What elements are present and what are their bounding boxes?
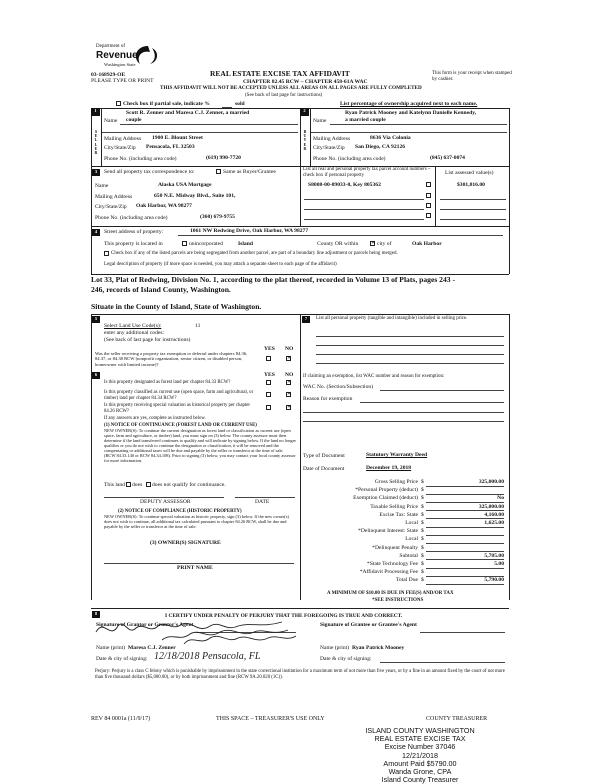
- wac-label: WAC No. (Section/Subsection): [303, 384, 374, 390]
- stamp-line-1: ISLAND COUNTY WASHINGTON: [365, 726, 475, 735]
- tax-calc-label: *State Technology Fee: [366, 561, 418, 567]
- see-instructions-note: *SEE INSTRUCTIONS: [372, 598, 424, 603]
- tax-calc-label: *Personal Property (deduct): [355, 487, 418, 494]
- form-chapter: CHAPTER 82.45 RCW – CHAPTER 458-61A WAC: [243, 79, 368, 85]
- not-accepted-note: THIS AFFIDAVIT WILL NOT BE ACCEPTED UNLESS ALL AREAS ON ALL PAGES ARE FULLY COMPLETED: [160, 85, 422, 91]
- tax-calc-dollar: $: [421, 520, 424, 526]
- segregated-label: Check box if any of the listed parcels are being segregated from another parcel, are part of a boundary line adjustment or parcels being merged.: [111, 251, 398, 256]
- no-header-2: NO: [285, 372, 294, 378]
- stamp-line-7: Island County Treasurer: [381, 775, 459, 784]
- section-8-marker: 8: [92, 611, 100, 618]
- dept-line2: Revenue: [96, 50, 138, 61]
- tax-calc-dollar: $: [421, 536, 424, 543]
- same-as-buyer-checkbox[interactable]: [216, 169, 221, 174]
- seller-city-label: City/State/Zip: [104, 145, 136, 151]
- tax-calc-dollar: $: [421, 487, 424, 494]
- ownership-note: List percentage of ownership acquired next to each name.: [340, 101, 478, 107]
- buyer-phone-label: Phone No. (including area code): [313, 156, 386, 162]
- notice1-title: (1) NOTICE OF CONTINUANCE (FOREST LAND OR CURRENT USE): [104, 423, 257, 428]
- tax-calc-dollar: $: [421, 495, 424, 502]
- q-open-space-yes[interactable]: [266, 392, 271, 397]
- seller-address-label: Mailing Address: [104, 136, 142, 142]
- tax-calc-value: 325,000.00: [478, 479, 504, 485]
- buyer-phone: (845) 637-0074: [430, 155, 465, 161]
- receipt-note: This form is your receipt when stamped by cashier.: [432, 71, 512, 82]
- tax-calc-label: Excise Tax: State: [379, 511, 418, 518]
- street-label: Street address of property:: [104, 229, 164, 235]
- seller-address: 1900 E. Blount Street: [152, 135, 203, 141]
- section-5-marker: 5: [92, 316, 100, 323]
- deputy-assessor-label: DEPUTY ASSESSOR: [140, 499, 191, 505]
- q-historic: Is this property receiving special valuation as historical property per chapter 84.26 RCW?: [104, 403, 250, 414]
- q-forest-yes[interactable]: [266, 380, 271, 385]
- certify-statement: I CERTIFY UNDER PENALTY OF PERJURY THAT THE FOREGOING IS TRUE AND CORRECT.: [165, 613, 403, 619]
- legal-description-line1: Lot 33, Plat of Redwing, Division No. 1, according to the plat thereof, recorded in Volume 13 of Plats, pages 243 -: [91, 275, 455, 284]
- q-forest: Is this property designated as forest land per chapter 84.33 RCW?: [104, 380, 231, 385]
- tax-calc-label: Local: [405, 536, 418, 543]
- additional-codes-label: enter any additional codes:: [104, 330, 165, 336]
- treasurer-use-only: THIS SPACE – TREASURER'S USE ONLY: [216, 716, 325, 722]
- unincorporated-checkbox[interactable]: [182, 241, 187, 246]
- grantor-signature-label: Signature of Grantor or Grantor's Agent: [96, 622, 194, 628]
- dept-line1: Department of: [96, 44, 126, 49]
- tax-calc-label: Gross Selling Price: [374, 479, 418, 485]
- form-title: REAL ESTATE EXCISE TAX AFFIDAVIT: [210, 69, 350, 78]
- does-not-qualify-checkbox[interactable]: [146, 482, 151, 487]
- tax-calc-dollar: $: [421, 503, 424, 510]
- parcels-header: List all real and personal property tax parcel account numbers – check box if personal property: [303, 167, 431, 178]
- tax-calc-value: No: [497, 495, 504, 502]
- city-of-checkbox[interactable]: ✕: [371, 241, 376, 246]
- tax-calc-label: Subtotal: [399, 552, 418, 559]
- q-historic-yes[interactable]: [266, 405, 271, 410]
- print-name-label: PRINT NAME: [177, 565, 213, 571]
- assessed-header: List assessed value(s): [445, 170, 494, 176]
- seller-tab: S E L L E R: [94, 129, 98, 156]
- buyer-name-label: Name: [313, 118, 327, 124]
- parcel-number: S8008-00-09033-0, Key 805362: [308, 182, 381, 188]
- tax-calc-dollar: $: [421, 569, 424, 576]
- land-use-see-back: (See back of last page for instructions): [104, 337, 191, 343]
- seller-name-line1: Scott R. Zenner and Maresa C.J. Zenner, a married: [126, 110, 250, 116]
- q-open-space-no[interactable]: ✕: [287, 392, 292, 397]
- tax-calc-dollar: $: [421, 544, 424, 551]
- yes-header-1: YES: [264, 346, 275, 352]
- parcel-personal-checkbox-2[interactable]: [426, 193, 431, 198]
- section-4-marker: 4: [92, 229, 100, 236]
- q-historic-no[interactable]: ✕: [287, 405, 292, 410]
- stamp-line-5: Amount Paid $5790.00: [383, 758, 457, 768]
- property-city: Oak Harbor: [412, 241, 442, 247]
- tax-corr-city-label: City/State/Zip: [95, 204, 127, 210]
- does-label: does: [132, 482, 143, 488]
- grantor-date-handwritten: 12/18/2018 Pensacola, FL: [154, 651, 261, 662]
- buyer-name-line2: a married couple: [345, 117, 386, 123]
- tax-calc-dollar: $: [421, 561, 424, 567]
- section-7-marker: 7: [302, 316, 310, 323]
- tax-calc-label: Total Due: [395, 577, 418, 584]
- rev-number: REV 84 0001a (11/9/17): [91, 716, 151, 722]
- tax-calc-dollar: $: [421, 479, 424, 485]
- tax-corr-address-label: Mailing Address: [95, 194, 133, 200]
- grantee-signature: [180, 630, 300, 650]
- q-exemption-yes[interactable]: [266, 356, 271, 361]
- county-treasurer: COUNTY TREASURER: [426, 716, 488, 722]
- any-yes-note: If any answers are yes, complete as instructed below.: [104, 416, 206, 421]
- doc-type-label: Type of Document: [303, 453, 345, 459]
- grantor-date-label: Date & city of signing:: [96, 656, 148, 662]
- perjury-note: Perjury: Perjury is a class C felony which is punishable by imprisonment in the state correctional institution for a maximum term of not more than five years, or by a fine in an amount fixed by the court of not more than five thousand dollars ($5,000.00), or by both imprisonment and fine (RCW 9A.20.020 (1C)).: [95, 669, 505, 680]
- grantee-date-label: Date & city of signing:: [320, 656, 372, 662]
- partial-sale-sold: sold: [235, 101, 245, 107]
- buyer-city-label: City/State/Zip: [313, 145, 345, 151]
- q-open-space: Is this property classified as current use (open space, farm and agricultural, or timber) land per chapter 84.34 RCW?: [104, 390, 254, 401]
- land-use-label: Select Land Use Code(s):: [104, 323, 162, 329]
- tax-calc-label: *Delinquent Penalty: [372, 544, 418, 551]
- seller-phone: (619) 990-7720: [206, 155, 241, 161]
- tax-calc-label: *Delinquent Interest: State: [358, 528, 418, 535]
- buyer-name-line1: Ryan Patrick Mooney and Katelynn Danielle Kennedy,: [345, 110, 477, 116]
- minimum-fee-note: A MINIMUM OF $10.00 IS DUE IN FEE(S) AND/OR TAX: [327, 591, 454, 596]
- tax-calc-value: 5.00: [494, 561, 504, 567]
- grantee-signature-label: Signature of Grantee or Grantee's Agent: [320, 622, 417, 628]
- city-of-label: city of: [377, 241, 392, 247]
- situate-line: Situate in the County of Island, State of Washington.: [91, 302, 262, 311]
- seller-name-line2: couple: [126, 117, 142, 123]
- grantee-name: Ryan Patrick Mooney: [352, 645, 405, 651]
- tax-corr-address: 650 N.E. Midway Blvd., Suite 101,: [154, 193, 236, 199]
- section-6-marker: 6: [92, 372, 100, 379]
- tax-corr-phone-label: Phone No. (including area code): [95, 215, 168, 221]
- q-exemption: Was the seller receiving a property tax exemption or deferral under chapters 84.36, 84.37, or 84.38 RCW (nonprofit organization, senior citizen, or disabled person, homeowner with limited income)?: [95, 351, 248, 367]
- tax-calc-label: Taxable Selling Price: [370, 503, 418, 510]
- partial-sale-label: Check box if partial sale, indicate %: [123, 101, 210, 107]
- property-county: Island: [238, 241, 253, 247]
- q-forest-no[interactable]: ✕: [287, 380, 292, 385]
- please-type: PLEASE TYPE OR PRINT: [91, 78, 154, 84]
- tax-corr-phone: (360) 679-9755: [200, 214, 235, 220]
- tax-calc-label: Local: [405, 520, 418, 526]
- does-qualify-checkbox[interactable]: [126, 482, 131, 487]
- notice2-title: (2) NOTICE OF COMPLIANCE (HISTORIC PROPERTY): [118, 509, 242, 514]
- tax-calc-label: Exemption Claimed (deduct): [353, 495, 418, 502]
- stamp-line-6: Wanda Grone, CPA: [388, 767, 452, 777]
- see-back-note: (See back of last page for instructions): [245, 93, 323, 98]
- tax-calc-dollar: $: [421, 552, 424, 559]
- parcel-personal-checkbox-3[interactable]: [426, 203, 431, 208]
- same-as-buyer-label: Same as Buyer/Grantee: [223, 169, 276, 175]
- reason-label: Reason for exemption: [303, 396, 353, 402]
- tax-corr-name-label: Name: [95, 183, 109, 189]
- land-use-code: 11: [195, 323, 201, 329]
- grantor-name: Maresa C.J. Zenner: [128, 645, 176, 651]
- parcel-personal-checkbox-4[interactable]: [426, 213, 431, 218]
- tax-calc-value: 4,160.00: [484, 511, 504, 518]
- stamp-line-3: Excise Number 37046: [384, 742, 456, 752]
- grantor-name-label: Name (print): [96, 645, 126, 651]
- treasurer-stamp: [320, 727, 520, 784]
- tax-calc-dollar: $: [421, 528, 424, 535]
- tax-calc-value: 1,625.00: [484, 520, 504, 526]
- tax-calc-dollar: $: [421, 511, 424, 518]
- seller-phone-label: Phone No. (including area code): [104, 156, 177, 162]
- stamp-line-4: 12/21/2018: [402, 750, 438, 760]
- deputy-date-label: DATE: [255, 499, 270, 505]
- section-2-marker: 2: [300, 108, 309, 116]
- personal-property-label: List all personal property (tangible and intangible) included in selling price.: [316, 316, 468, 321]
- tax-calc-value: 325,000.00: [478, 503, 504, 510]
- buyer-address: 8636 Via Colonia: [370, 135, 411, 141]
- doc-date-value: December 19, 2018: [366, 465, 412, 471]
- tax-corr-city: Oak Harbor, WA 98277: [136, 203, 192, 209]
- yes-header-2: YES: [264, 372, 275, 378]
- segregated-checkbox[interactable]: [104, 251, 109, 256]
- owner-signature-label: (3) OWNER(S) SIGNATURE: [150, 540, 221, 546]
- legal-description-line2: 246, records of Island County, Washington.: [91, 285, 231, 294]
- doc-date-label: Date of Document: [303, 466, 345, 472]
- no-header-1: NO: [285, 346, 294, 352]
- buyer-address-label: Mailing Address: [313, 136, 351, 142]
- street-address: 1061 NW Redwing Drive, Oak Harbor, WA 98277: [190, 228, 309, 234]
- tax-calc-label: *Affidavit Processing Fee: [359, 569, 418, 576]
- stamp-line-2: REAL ESTATE EXCISE TAX: [374, 734, 466, 744]
- exemption-label: If claiming an exemption, list WAC number and reason for exemption:: [303, 374, 445, 379]
- unincorporated-label: unincorporated: [189, 241, 223, 247]
- tax-calc-value: 5,785.00: [484, 552, 504, 559]
- doc-type-value: Statutory Warranty Deed: [366, 452, 428, 458]
- section-1-marker: 1: [91, 108, 100, 116]
- tax-corr-name: Alaska USA Mortgage: [158, 182, 212, 188]
- notice1-body: NEW OWNER(S): To continue the current designation as forest land or classification as current use (open space, farm and agriculture, or timber) land, you must sign on (3) below. The county assessor must then determine if the land transferred continues to qualify and will indicate by signing below. If the land no longer qualifies or you do not wish to continue the designation or classification, it will be removed and the compensating or additional taxes will be due and payable by the seller or transferor at the time of sale. (RCW 84.33.140 or RCW 84.34.108). Prior to signing (3) below, you may contact your local county assessor for more information.: [104, 428, 296, 463]
- q-exemption-no[interactable]: ✕: [287, 356, 292, 361]
- qualify-label-b: does not qualify for continuance.: [152, 482, 226, 488]
- seller-city: Pensacola, FL 32503: [146, 144, 195, 150]
- located-label: This property is located in: [104, 241, 163, 247]
- tax-calc-dollar: $: [421, 577, 424, 584]
- buyer-city: San Diego, CA 92126: [355, 144, 406, 150]
- partial-sale-checkbox[interactable]: [116, 101, 121, 106]
- assessed-value: $301,816.00: [457, 182, 485, 188]
- dept-line3: Washington State: [104, 62, 136, 67]
- buyer-tab: B U Y E R: [303, 129, 307, 151]
- county-or-within-label: County OR within: [317, 241, 359, 247]
- parcel-personal-checkbox-1[interactable]: [426, 182, 431, 187]
- seller-name-label: Name: [104, 118, 118, 124]
- qualify-label-a: This land: [104, 482, 125, 488]
- grantee-name-label: Name (print): [320, 645, 350, 651]
- notice2-body: NEW OWNER(S): To continue special valuation as historic property, sign (3) below. If the new owner(s) does not wish to continue, all additional tax calculated pursuant to chapter 84.26 RCW, shall be due and payable by the seller or transferor at the time of sale.: [104, 514, 289, 529]
- form-number: 03-168929-OE: [91, 72, 126, 78]
- tax-corr-label: Send all property tax correspondence to:: [104, 169, 195, 175]
- legal-desc-label: Legal description of property (if more space is needed, you may attach a separate sheet to each page of the affidavit): [104, 262, 337, 267]
- tax-calc-value: 5,790.00: [484, 577, 504, 584]
- section-3-marker: 3: [92, 169, 100, 176]
